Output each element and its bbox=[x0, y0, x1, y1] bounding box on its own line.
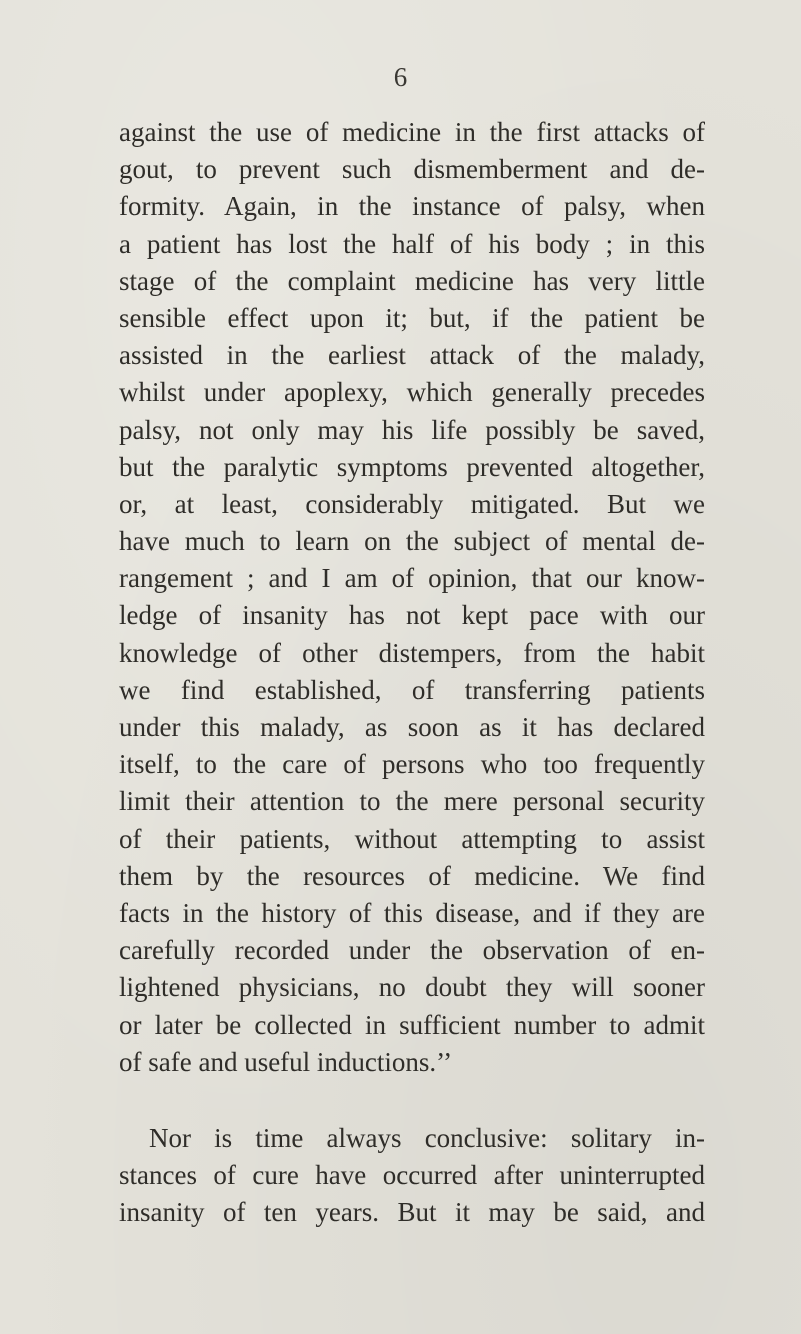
paragraph-1 bbox=[119, 114, 705, 1081]
text-line: facts in the history of this disease, and if they are bbox=[119, 897, 705, 928]
page-number: 6 bbox=[393, 62, 408, 92]
paragraph-2 bbox=[119, 1120, 705, 1232]
text-line: palsy, not only may his life possibly be saved, bbox=[119, 414, 705, 445]
text-line: itself, to the care of persons who too frequently bbox=[119, 749, 705, 780]
text-line: rangement ; and I am of opinion, that our know- bbox=[119, 563, 705, 594]
text-line: Nor is time always conclusive: solitary in- bbox=[149, 1123, 705, 1153]
text-line: gout, to prevent such dismemberment and de- bbox=[119, 154, 705, 185]
text-line: of their patients, without attempting to assist bbox=[119, 823, 705, 854]
text-line: formity. Again, in the instance of palsy, when bbox=[119, 191, 705, 222]
text-line: insanity of ten years. But it may be said, and bbox=[119, 1197, 705, 1228]
text-line: ledge of insanity has not kept pace with our bbox=[119, 600, 705, 631]
text-line: whilst under apoplexy, which generally precedes bbox=[119, 377, 705, 408]
text-line: carefully recorded under the observation of en- bbox=[119, 935, 705, 966]
text-line: them by the resources of medicine. We find bbox=[119, 860, 705, 891]
text-line: or later be collected in sufficient number to admit bbox=[119, 1009, 705, 1040]
text-line: stances of cure have occurred after uninterrupted bbox=[119, 1160, 705, 1191]
text-line: but the paralytic symptoms prevented altogether, bbox=[119, 451, 705, 482]
text-line: against the use of medicine in the first attacks of bbox=[119, 117, 705, 147]
text-line: we find established, of transferring patients bbox=[119, 674, 705, 705]
text-line: limit their attention to the mere personal security bbox=[119, 786, 705, 817]
text-line: of safe and useful inductions.’’ bbox=[119, 1046, 453, 1077]
text-line: assisted in the earliest attack of the malady, bbox=[119, 340, 705, 371]
text-line: knowledge of other distempers, from the habit bbox=[119, 637, 705, 668]
text-line: under this malady, as soon as it has declared bbox=[119, 712, 705, 742]
text-line: lightened physicians, no doubt they will sooner bbox=[119, 972, 705, 1003]
text-line: or, at least, considerably mitigated. But we bbox=[119, 488, 705, 519]
text-line: stage of the complaint medicine has very little bbox=[119, 265, 705, 296]
text-line: a patient has lost the half of his body ; in this bbox=[119, 228, 705, 259]
text-line: have much to learn on the subject of mental de- bbox=[119, 526, 705, 557]
text-line: sensible effect upon it; but, if the patient be bbox=[119, 302, 705, 333]
